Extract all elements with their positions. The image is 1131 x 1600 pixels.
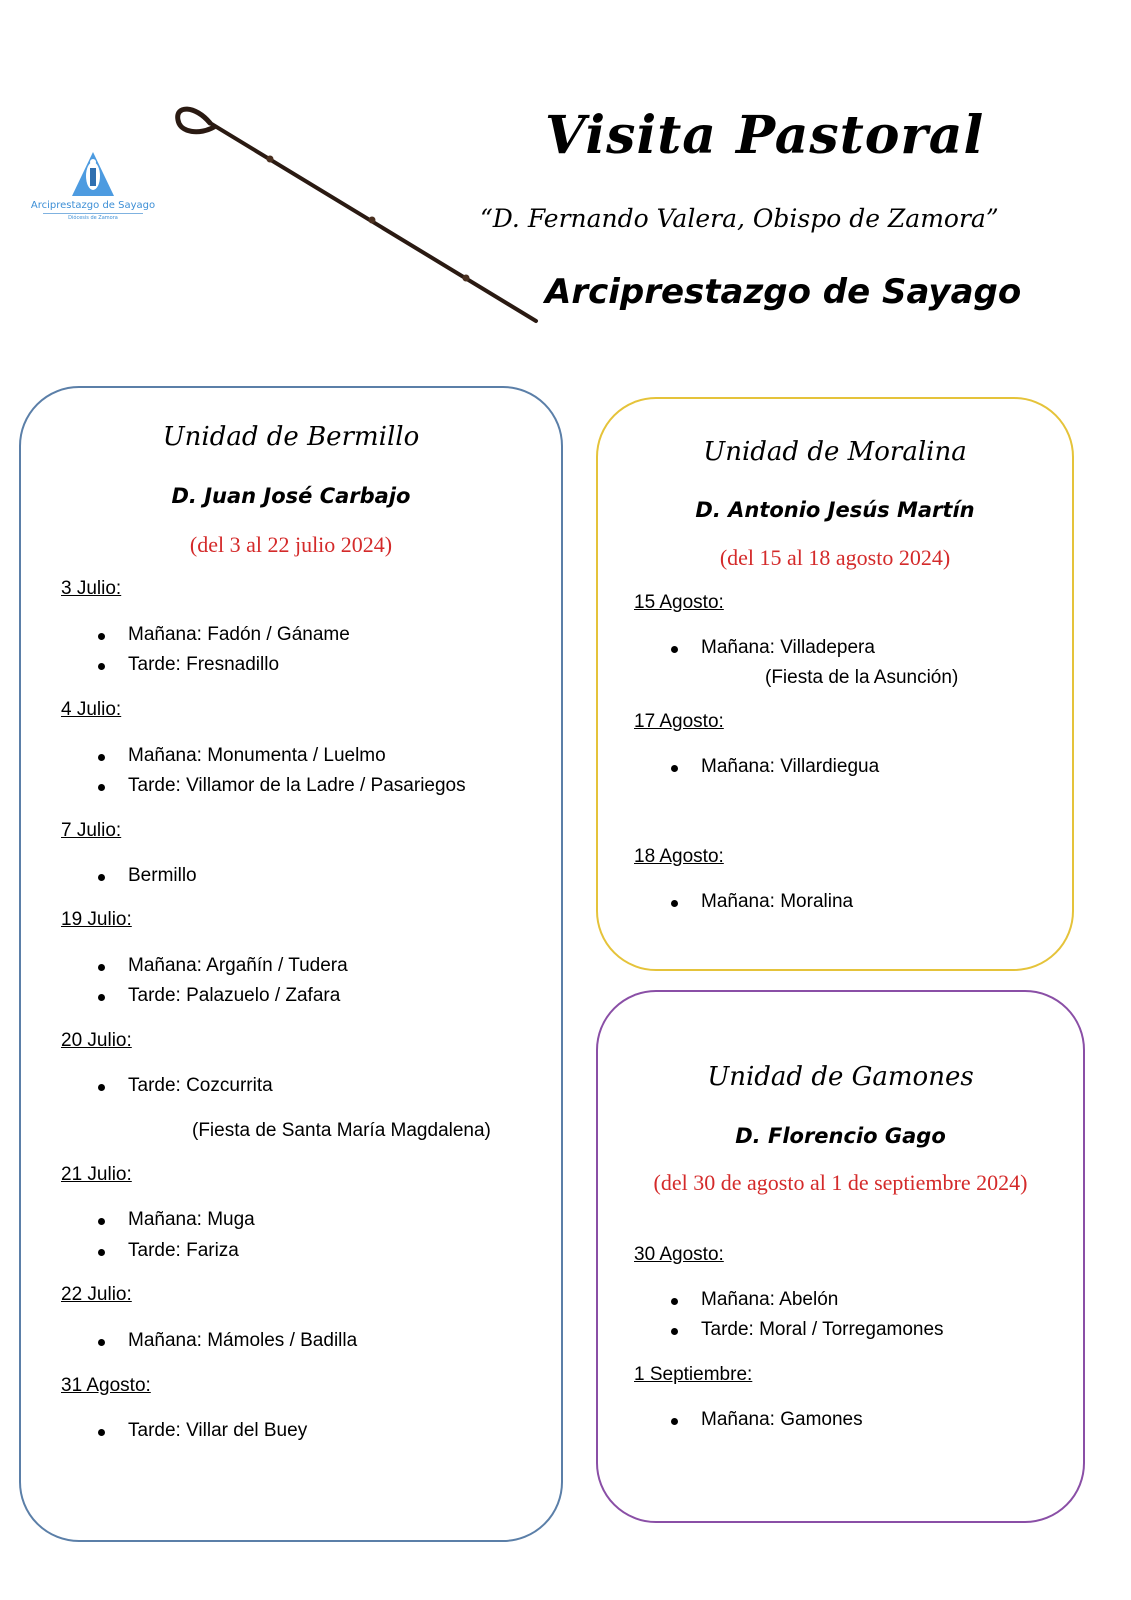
list-item: Tarde: Cozcurrita — [128, 1075, 273, 1096]
logo-subtext: Diócesis de Zamora — [68, 215, 118, 221]
day-label: 1 Septiembre: — [634, 1364, 753, 1385]
list-item: Mañana: Villadepera — [701, 637, 875, 658]
arciprestazgo-title: Arciprestazgo de Sayago — [545, 272, 1022, 312]
list-item: Mañana: Fadón / Gáname — [128, 624, 350, 645]
day-label: 3 Julio: — [61, 578, 122, 599]
day-label: 22 Julio: — [61, 1284, 132, 1305]
day-label: 30 Agosto: — [634, 1244, 724, 1265]
page-subtitle: “D. Fernando Valera, Obispo de Zamora” — [480, 204, 999, 233]
day-label: 15 Agosto: — [634, 592, 724, 613]
unit-moralina-panel — [596, 397, 1074, 971]
arciprestazgo-logo — [28, 150, 158, 230]
logo-divider — [43, 213, 143, 214]
list-item: Mañana: Gamones — [701, 1409, 863, 1430]
unit-priest: D. Antonio Jesús Martín — [695, 498, 975, 522]
unit-title: Unidad de Bermillo — [162, 422, 420, 452]
list-item: Tarde: Moral / Torregamones — [701, 1319, 944, 1340]
unit-bermillo-panel — [19, 386, 563, 1542]
logo-text: Arciprestazgo de Sayago — [30, 200, 156, 211]
list-item: Mañana: Muga — [128, 1209, 255, 1230]
virgin-icon — [68, 150, 118, 198]
list-item: Bermillo — [128, 865, 197, 886]
list-item: Tarde: Villar del Buey — [128, 1420, 308, 1441]
list-item: Tarde: Villamor de la Ladre / Pasariegos — [128, 775, 466, 796]
day-label: 19 Julio: — [61, 909, 132, 930]
list-item: Mañana: Monumenta / Luelmo — [128, 745, 386, 766]
day-label: 7 Julio: — [61, 820, 122, 841]
unit-title: Unidad de Gamones — [707, 1062, 974, 1092]
page-title: Visita Pastoral — [545, 105, 985, 166]
unit-dates: (del 30 de agosto al 1 de septiembre 2024) — [653, 1170, 1028, 1195]
day-label: 20 Julio: — [61, 1030, 132, 1051]
unit-title: Unidad de Moralina — [703, 437, 967, 467]
unit-gamones-panel — [596, 990, 1085, 1523]
list-item: Tarde: Fariza — [128, 1240, 239, 1261]
list-item: Mañana: Argañín / Tudera — [128, 955, 348, 976]
list-item: Mañana: Abelón — [701, 1289, 839, 1310]
event-note: (Fiesta de Santa María Magdalena) — [192, 1120, 491, 1141]
list-item: Mañana: Mámoles / Badilla — [128, 1330, 358, 1351]
unit-dates: (del 3 al 22 julio 2024) — [189, 532, 393, 557]
list-item: Tarde: Palazuelo / Zafara — [128, 985, 341, 1006]
day-label: 31 Agosto: — [61, 1375, 151, 1396]
event-note: (Fiesta de la Asunción) — [765, 667, 959, 688]
day-label: 18 Agosto: — [634, 846, 724, 867]
list-item: Mañana: Villardiegua — [701, 756, 880, 777]
unit-priest: D. Florencio Gago — [735, 1124, 946, 1148]
day-label: 21 Julio: — [61, 1164, 132, 1185]
list-item: Tarde: Fresnadillo — [128, 654, 280, 675]
day-label: 17 Agosto: — [634, 711, 724, 732]
unit-dates: (del 15 al 18 agosto 2024) — [719, 545, 951, 570]
unit-priest: D. Juan José Carbajo — [171, 484, 411, 508]
list-item: Mañana: Moralina — [701, 891, 854, 912]
day-label: 4 Julio: — [61, 699, 122, 720]
